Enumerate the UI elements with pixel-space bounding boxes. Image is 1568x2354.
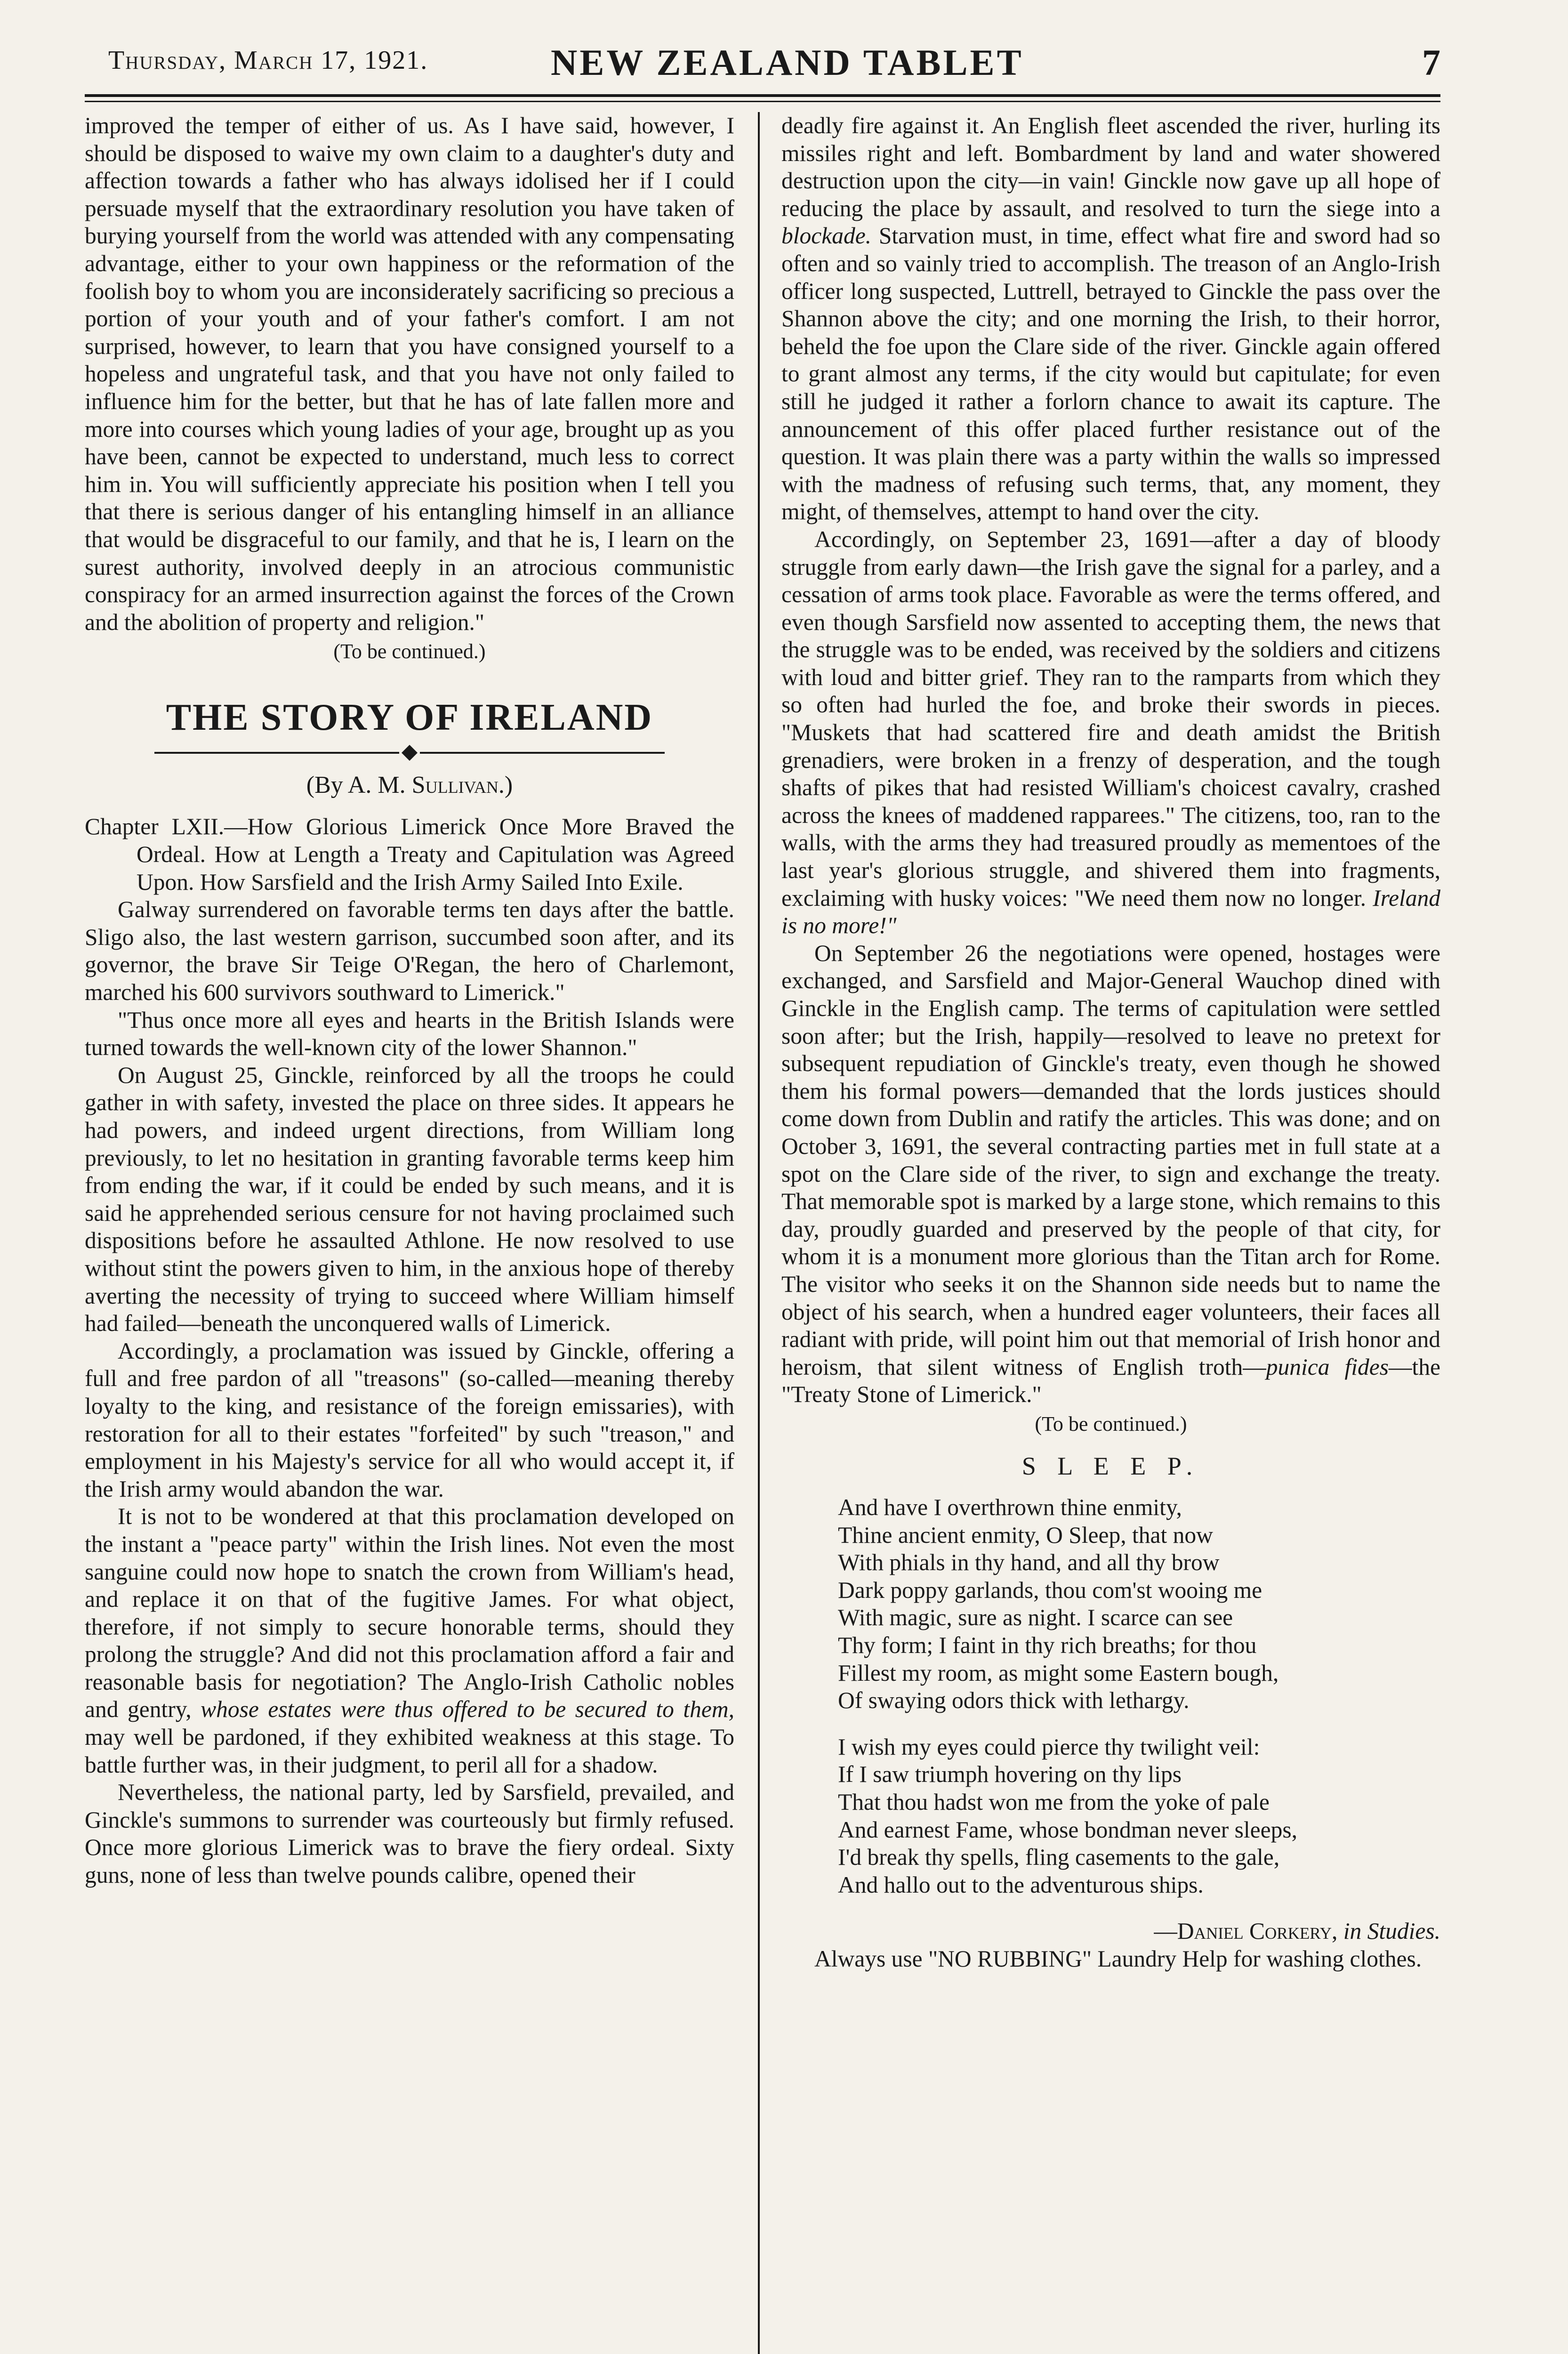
poem-line: Dark poppy garlands, thou com'st wooing me (838, 1577, 1262, 1603)
poem-line: That thou hadst won me from the yoke of pale (838, 1789, 1270, 1815)
ornament-line (420, 752, 665, 754)
issue-date: Thursday, March 17, 1921. (108, 46, 428, 75)
byline-prefix: (By A. M. (306, 771, 406, 798)
poem-line: I wish my eyes could pierce thy twilight veil: (838, 1733, 1260, 1760)
paragraph (781, 112, 1440, 526)
italic-phrase: whose estates were thus offered to be secured to them, (201, 1696, 735, 1723)
poem-line: I'd break thy spells, fling casements to the gale, (838, 1844, 1280, 1870)
paragraph-text: Starvation must, in time, effect what fire and sword had so often and so vainly tried to accomplish. The treason of an Anglo-Irish officer long suspected, Luttrell, betrayed to Ginckle the pass over the Shannon above the city; and one morning the Irish, to their horror, beheld the foe upon the Clare side of the river. Ginckle again offered to grant almost any terms, if the city would but capitulate; for even still he judged it rather a forlorn chance to await its capture. The announcement of this offer placed further resistance out of the question. It was plain there was a party within the walls so impressed with the madness of refusing such terms, that, any moment, they might, of themselves, attempt to hand over the city. (781, 223, 1441, 525)
poem-line: Thy form; I faint in thy rich breaths; for thou (838, 1632, 1257, 1659)
paragraph: On August 25, Ginckle, reinforced by all the troops he could gather in with safety, invested the place on three sides. It appears he had powers, and indeed urgent directions, from William long previously, to let no hesitation in granting favorable terms keep him from ending the war, if it could be ended by such means, and it is said he apprehended serious censure for not having proclaimed such dispositions before he assaulted Athlone. He now resolved to use without stint the powers given to him, in the anxious hope of thereby averting the necessity of trying to succeed where William himself had failed—beneath the unconquered walls of Limerick. (85, 1062, 734, 1337)
masthead-rule-thin (85, 101, 1440, 102)
byline (85, 772, 734, 799)
publication-title: NEW ZEALAND TABLET (551, 42, 1024, 83)
paragraph-text: may well be pardoned, if they exhibited weakness at this stage. To battle further was, in their judgment, to peril all for a shadow. (85, 1724, 734, 1778)
chapter-heading: Chapter LXII.—How Glorious Limerick Once More Braved the Ordeal. How at Length a Treaty and Capitulation was Agreed Upon. How Sarsfield and the Irish Army Sailed Into Exile. (85, 814, 734, 895)
paragraph (85, 1503, 734, 1779)
poem-source: in Studies. (1343, 1918, 1440, 1944)
paragraph: "Thus once more all eyes and hearts in the British Islands were turned towards the well-known city of the lower Shannon." (85, 1007, 734, 1061)
italic-phrase: punica fides (1266, 1354, 1389, 1380)
paragraph: Accordingly, a proclamation was issued by Ginckle, offering a full and free pardon of all "treasons" (so-called—meaning thereby loyalty to the king, and resistance of the foreign emissaries), with restoration for all to their estates "forfeited" by such "treason," and employment in his Majesty's service for all who would accept it, if the Irish army would abandon the war. (85, 1338, 734, 1502)
paragraph (781, 526, 1440, 940)
italic-word: blockade. (781, 223, 872, 249)
poem-line: Of swaying odors thick with lethargy. (838, 1687, 1190, 1714)
poem-line: And have I overthrown thine enmity, (838, 1494, 1182, 1521)
paragraph (781, 940, 1440, 1409)
title-ornament (85, 743, 734, 762)
poem-line: And earnest Fame, whose bondman never sleeps, (838, 1816, 1297, 1843)
page-number: 7 (1422, 42, 1440, 83)
poem-line: And hallo out to the adventurous ships. (838, 1871, 1204, 1898)
poem-line: With phials in thy hand, and all thy brow (838, 1549, 1220, 1576)
poem-stanza-2 (838, 1733, 1440, 1899)
masthead-rule-thick (85, 94, 1440, 97)
poem-line: If I saw triumph hovering on thy lips (838, 1761, 1182, 1788)
ornament-line (154, 752, 399, 754)
poem-line: Fillest my room, as might some Eastern bough, (838, 1660, 1279, 1686)
paragraph-text: It is not to be wondered at that this proclamation developed on the instant a "peace party" within the Irish lines. Not even the most sanguine could now hope to snatch the crown from William's head, and replace it on that of the fugitive James. For what object, therefore, if not simply to secure honorable terms, should they prolong the struggle? And did not this proclamation afford a fair and reasonable basis for negotiation? The Anglo-Irish Catholic nobles and gentry, (85, 1503, 734, 1723)
story-title: THE STORY OF IRELAND (166, 696, 653, 738)
poem-stanza-1 (838, 1494, 1440, 1715)
paragraph-text: Accordingly, on September 23, 1691—after a day of bloody struggle from early dawn—the Irish gave the signal for a parley, and a cessation of arms took place. Favorable as were the terms offered, and even though Sarsfield now assented to accepting them, the news that the struggle was to be ended, was received by the soldiers and citizens with loud and bitter grief. They ran to the ramparts from which they so often had hurled the foe, and broke their swords in pieces. "Muskets that had scattered fire and death amidst the British grenadiers, were broken in a frenzy of desperation, and the tough shafts of pikes that had resisted William's choicest cavalry, crashed across the knees of maddened rapparees." The citizens, too, ran to the walls, with the arms they had treasured proudly as mementoes of the last year's glorious struggle, and shivered them into fragments, exclaiming with husky voices: "We need them now no longer. (781, 526, 1440, 911)
poem-line: Thine ancient enmity, O Sleep, that now (838, 1522, 1213, 1548)
column-divider (758, 112, 760, 2354)
paragraph-text: On September 26 the negotiations were opened, hostages were exchanged, and Sarsfield and Major-General Wauchop dined with Ginckle in the English camp. The terms of capitulation were settled soon after; but the Irish, happily—resolved to leave no pretext for subsequent repudiation of Ginckle's treaty, even though he showed them his formal powers—demanded that the lords justices should come down from Dublin and ratify the articles. This was done; and on October 3, 1691, the several contracting parties met in full state at a spot on the Clare side of the river, to sign and exchange the treaty. That memorable spot is marked by a large stone, which remains to this day, proudly guarded and preserved by the people of that city, for whom it is a monument more glorious than the Titan arch for Rome. The visitor who seeks it on the Shannon side needs but to name the object of his search, when a hundred eager volunteers, their faces all radiant with pride, will point him out that memorial of Irish honor and heroism, that silent witness of English troth— (781, 940, 1440, 1380)
poem-signature (781, 1918, 1440, 1945)
right-column (781, 112, 1440, 1973)
ornament-diamond (402, 745, 418, 761)
poem-title: S L E E P. (1021, 1451, 1200, 1480)
paragraph-text: deadly fire against it. An English fleet ascended the river, hurling its missiles right and left. Bombardment by land and water showered destruction upon the city—in vain! Ginckle now gave up all hope of reducing the place by assault, and resolved to turn the siege into a (781, 113, 1440, 221)
byline-author: Sullivan.) (411, 771, 513, 798)
poem-author: —Daniel Corkery, (1154, 1918, 1338, 1944)
serial-continuation-text: improved the temper of either of us. As I have said, however, I should be disposed to waive my own claim to a daughter's duty and affection towards a father who has always idolised her if I could persuade myself that the extraordinary resolution you have taken of burying yourself from the world was attended with any compensating advantage, either to your own happiness or the reformation of the foolish boy to whom you are inconsiderately sacrificing so precious a portion of your youth and of your father's comfort. I am not surprised, however, to learn that you have consigned yourself to a hopeless and ungrateful task, and that you have not only failed to influence him for the better, but that he has of late fallen more and more into courses which young ladies of your age, brought up as you have been, cannot be expected to understand, much less to correct him in. You will sufficiently appreciate his position when I tell you that there is serious danger of his entangling himself in an alliance that would be disgraceful to our family, and that he is, I learn on the surest authority, involved deeply in an atrocious communistic conspiracy for an armed insurrection against the forces of the Crown and the abolition of property and religion." (85, 113, 734, 635)
italic-phrase: Ireland is no more!" (781, 885, 1440, 939)
paragraph: Galway surrendered on favorable terms ten days after the battle. Sligo also, the last western garrison, succumbed soon after, and its governor, the brave Sir Teige O'Regan, the hero of Charlemont, marched his 600 survivors southward to Limerick." (85, 896, 734, 1006)
paragraph: Nevertheless, the national party, led by Sarsfield, prevailed, and Ginckle's summons to surrender was courteously but firmly refused. Once more glorious Limerick was to brave the fiery ordeal. Sixty guns, none of less than twelve pounds calibre, opened their (85, 1779, 734, 1888)
laundry-advice: Always use "NO RUBBING" Laundry Help for washing clothes. (814, 1946, 1422, 1972)
left-column (85, 112, 734, 1889)
paragraph-text: —the "Treaty Stone of Limerick." (781, 1354, 1441, 1408)
continued-note: (To be continued.) (1035, 1412, 1187, 1435)
continued-note: (To be continued.) (333, 640, 486, 663)
masthead (85, 41, 1450, 84)
poem-line: With magic, sure as night. I scarce can see (838, 1604, 1233, 1631)
poem (781, 1494, 1440, 1899)
